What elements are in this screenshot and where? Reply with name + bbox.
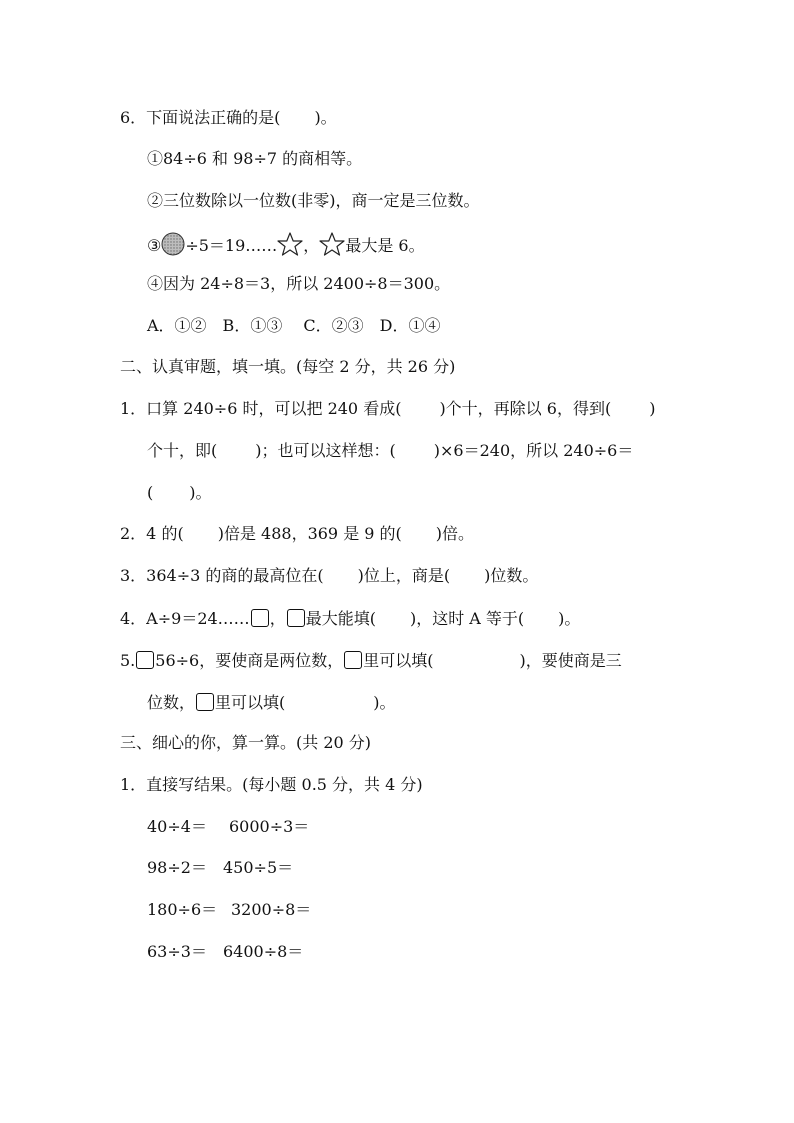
s2-q5-text-c: 里可以填( <box>363 651 434 670</box>
q6-stem-end: )。 <box>314 108 337 127</box>
square-box-icon <box>287 609 305 627</box>
s2-q1-text-c: ) <box>649 399 656 418</box>
s2-q1-text-h: )。 <box>189 483 212 502</box>
s2-q1-text-d: 个十，即( <box>147 441 218 460</box>
calc-item: 40÷4＝ <box>147 817 207 836</box>
calc-item: 450÷5＝ <box>223 858 294 877</box>
s2-q1-text-g: ( <box>147 483 154 502</box>
s2-q3-text-a: 3．364÷3 的商的最高位在( <box>120 566 324 585</box>
s2-q1-line3 <box>147 481 212 505</box>
q6-s3-sep: ， <box>303 236 320 255</box>
square-box-icon <box>344 651 362 669</box>
s2-q4-text-a: 4．A÷9＝24…… <box>120 609 250 628</box>
q6-statement-3 <box>147 232 425 256</box>
s2-q1-text-f: )×6＝240，所以 240÷6＝ <box>433 441 634 460</box>
s2-q1-line2 <box>147 439 633 463</box>
s2-q3-text-c: )位数。 <box>484 566 539 585</box>
s2-q1-text-b: )个十，再除以 6，得到( <box>439 399 612 418</box>
q6-s3-suffix: 最大是 6。 <box>345 236 425 255</box>
s2-q4-text-c: 最大能填( <box>305 609 376 628</box>
s2-q5-text-g: )。 <box>373 693 396 712</box>
s2-q5-text-a: 5. <box>120 651 136 670</box>
calc-item: 6000÷3＝ <box>229 817 310 836</box>
calc-item: 63÷3＝ <box>147 942 207 961</box>
s3-q1-title: 1．直接写结果。(每小题 0.5 分，共 4 分) <box>120 775 423 794</box>
s2-q4-text-e: )。 <box>558 609 581 628</box>
s2-q5-text-b: 56÷6，要使商是两位数， <box>155 651 344 670</box>
q6-statement-2: ②三位数除以一位数(非零)，商一定是三位数。 <box>147 191 480 210</box>
q6-stem-line <box>120 106 337 130</box>
s2-q1-line1 <box>120 397 655 421</box>
q6-options: A．①② B．①③ C．②③ D．①④ <box>147 316 441 335</box>
s2-q1-text-a: 1．口算 240÷6 时，可以把 240 看成( <box>120 399 402 418</box>
s2-q2-text-a: 2．4 的( <box>120 524 184 543</box>
s2-q2-text-b: )倍是 488，369 是 9 的( <box>217 524 402 543</box>
s2-q4 <box>120 607 580 631</box>
calc-item: 6400÷8＝ <box>223 942 304 961</box>
s2-q5-text-d: )，要使商是三 <box>519 651 622 670</box>
shaded-circle-icon <box>161 232 185 256</box>
q6-statement-4: ④因为 24÷8＝3，所以 2400÷8＝300。 <box>147 274 451 293</box>
s2-q4-text-b: ， <box>269 609 286 628</box>
s2-q5-text-f: 里可以填( <box>215 693 286 712</box>
star-icon <box>319 232 345 256</box>
calc-row <box>147 856 293 880</box>
square-box-icon <box>136 651 154 669</box>
q6-stem: 6．下面说法正确的是( <box>120 108 281 127</box>
star-icon <box>277 232 303 256</box>
s2-q2-text-c: )倍。 <box>435 524 475 543</box>
s2-q4-text-d: )，这时 A 等于( <box>409 609 525 628</box>
s2-q3-text-b: )位上，商是( <box>357 566 451 585</box>
s2-q1-text-e: )；也可以这样想：( <box>255 441 396 460</box>
q6-statement-1: ①84÷6 和 98÷7 的商相等。 <box>147 149 363 168</box>
calc-row <box>147 940 303 964</box>
q6-s3-mid: ÷5＝19…… <box>185 236 278 255</box>
s2-q3 <box>120 564 538 588</box>
square-box-icon <box>251 609 269 627</box>
calc-item: 3200÷8＝ <box>231 900 312 919</box>
section3-heading: 三、细心的你，算一算。(共 20 分) <box>120 733 372 752</box>
s2-q5-text-e: 位数， <box>147 693 196 712</box>
s2-q2 <box>120 522 474 546</box>
s2-q5-line2 <box>147 691 396 715</box>
calc-row <box>147 898 311 922</box>
square-box-icon <box>196 693 214 711</box>
calc-item: 180÷6＝ <box>147 900 218 919</box>
calc-item: 98÷2＝ <box>147 858 207 877</box>
s2-q5-line1 <box>120 649 622 673</box>
section2-heading: 二、认真审题，填一填。(每空 2 分，共 26 分) <box>120 357 456 376</box>
q6-s3-prefix: ③ <box>147 236 162 255</box>
calc-row <box>147 815 309 839</box>
